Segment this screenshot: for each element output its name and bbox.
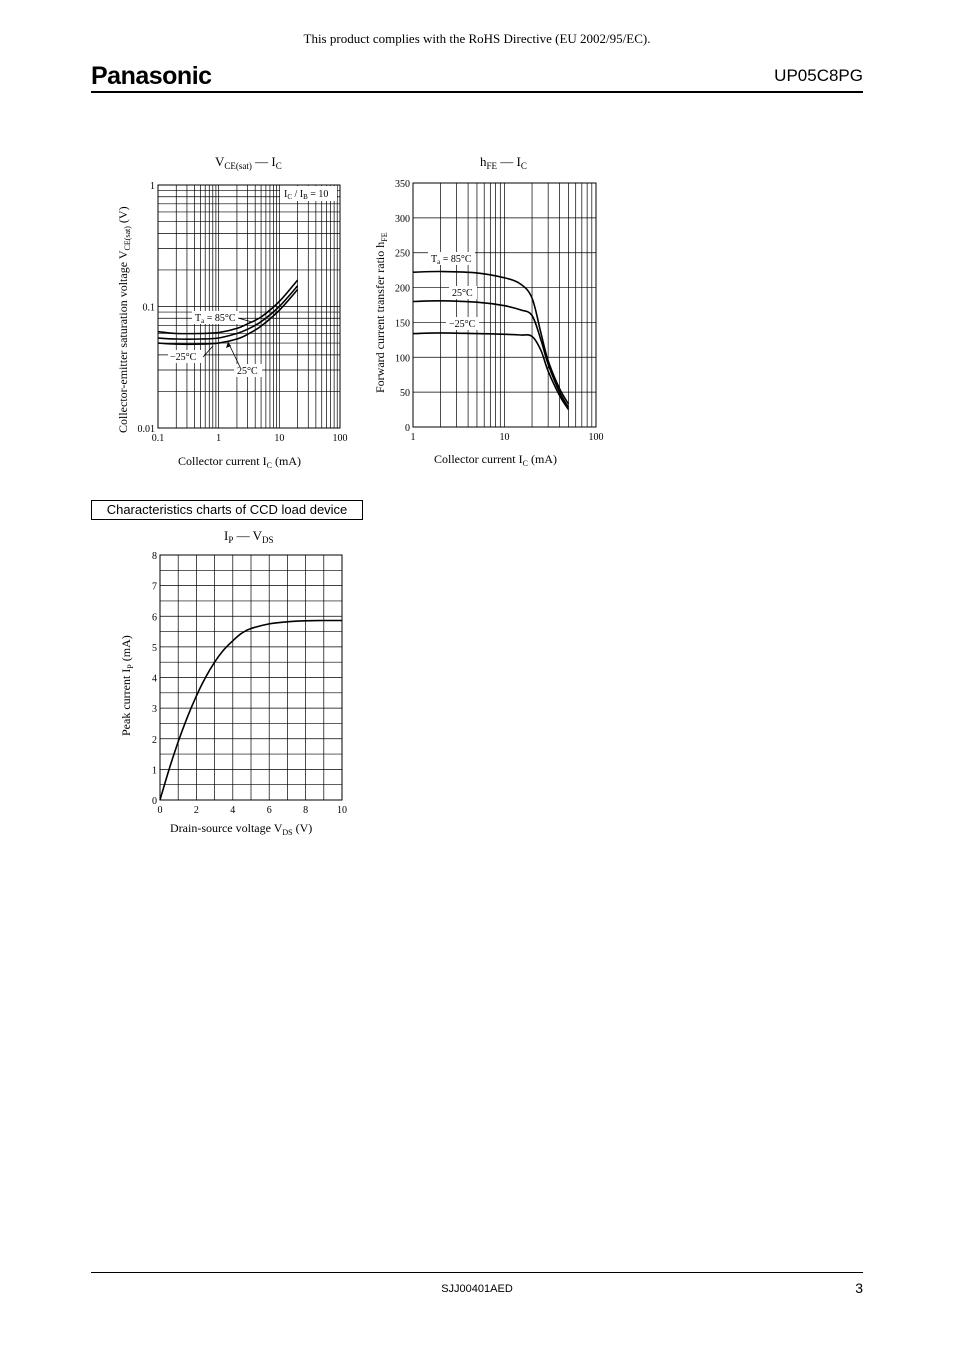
y-tick-label: 50	[400, 388, 410, 400]
part-number: UP05C8PG	[774, 66, 863, 85]
chart-ip-ylabel	[119, 635, 135, 736]
x-tick-label: 0	[157, 805, 163, 816]
y-tick-label: 4	[152, 673, 157, 685]
svg-text:Collector current IC (mA): Collector current $I_C$ (mA)	[178, 454, 301, 470]
svg-text:IP — VDS: $I_P$ — $V_{DS}$	[224, 528, 274, 545]
chart-ip-xlabel	[170, 821, 312, 837]
x-tick-label: 10	[337, 805, 347, 816]
svg-text:−25°C: −25°C	[449, 319, 476, 330]
y-tick-label: 3	[152, 704, 157, 716]
y-tick-label: 0.01	[137, 424, 155, 435]
y-tick-label: 150	[395, 318, 410, 330]
svg-text:Collector current IC (mA): Collector current $I_C$ (mA)	[434, 452, 557, 468]
x-tick-label: 0.1	[151, 433, 165, 444]
y-tick-label: 0	[405, 423, 410, 434]
x-tick-label: 10	[499, 432, 510, 443]
rohs-notice: This product complies with the RoHS Directive (EU 2002/95/EC).	[303, 31, 651, 46]
svg-text:Ta = 85°C: $T_a = 85^\circ C$	[431, 254, 472, 266]
y-tick-label: 2	[152, 734, 157, 746]
x-tick-label: 1	[216, 433, 222, 444]
x-tick-label: 8	[303, 805, 309, 816]
y-tick-label: 8	[152, 551, 157, 562]
x-tick-label: 10	[274, 433, 285, 444]
y-tick-label: 0.1	[142, 302, 155, 314]
y-tick-label: 350	[395, 179, 410, 190]
svg-text:hFE — IC: $h_{FE}$ — $I_C$	[480, 154, 527, 171]
svg-text:Peak current IP (mA): Peak current $I_P$ (mA)	[119, 635, 135, 736]
chart-ip-title	[224, 528, 274, 545]
y-tick-label: 100	[395, 353, 410, 365]
x-tick-label: 1	[410, 432, 416, 443]
y-tick-label: 7	[152, 581, 157, 593]
x-tick-label: 100	[588, 432, 604, 443]
y-tick-label: 6	[152, 612, 157, 624]
svg-text:Forward current transfer ratio: Forward current transfer ratio $h_{FE}$	[373, 232, 389, 393]
page-number: 3	[855, 1280, 863, 1296]
svg-text:25°C: 25°C	[237, 366, 258, 377]
y-tick-label: 300	[395, 213, 410, 225]
document-number: SJJ00401AED	[441, 1283, 513, 1295]
y-tick-label: 250	[395, 248, 410, 260]
svg-text:Drain-source voltage VDS (V): Drain-source voltage $V_{DS}$ (V)	[170, 821, 313, 837]
svg-text:IC / IB = 10: $I_C / I_B = 10$	[284, 189, 329, 201]
x-tick-label: 6	[266, 805, 272, 816]
y-tick-label: 1	[150, 181, 155, 192]
svg-text:−25°C: −25°C	[170, 352, 197, 363]
svg-text:Ta = 85°C: $T_a = 85^\circ C$	[195, 313, 236, 325]
footer-rule	[91, 1272, 863, 1273]
brand-logo: Panasonic	[91, 62, 212, 90]
y-tick-label: 5	[152, 642, 157, 654]
y-tick-label: 200	[395, 283, 410, 295]
section-title-ccd: Characteristics charts of CCD load device	[91, 500, 363, 520]
svg-text:25°C: 25°C	[452, 288, 473, 299]
svg-text:VCE(sat) — IC: $V_{CE(sat)}$ — $I_C$	[215, 154, 282, 171]
y-tick-label: 1	[152, 765, 157, 777]
x-tick-label: 2	[193, 805, 199, 816]
svg-text:Collector-emitter saturation v: Collector-emitter saturation voltage $V_{CE(sat)}$ (V)	[116, 206, 132, 433]
x-tick-label: 4	[230, 805, 236, 816]
y-tick-label: 0	[152, 796, 157, 807]
x-tick-label: 100	[332, 433, 348, 444]
